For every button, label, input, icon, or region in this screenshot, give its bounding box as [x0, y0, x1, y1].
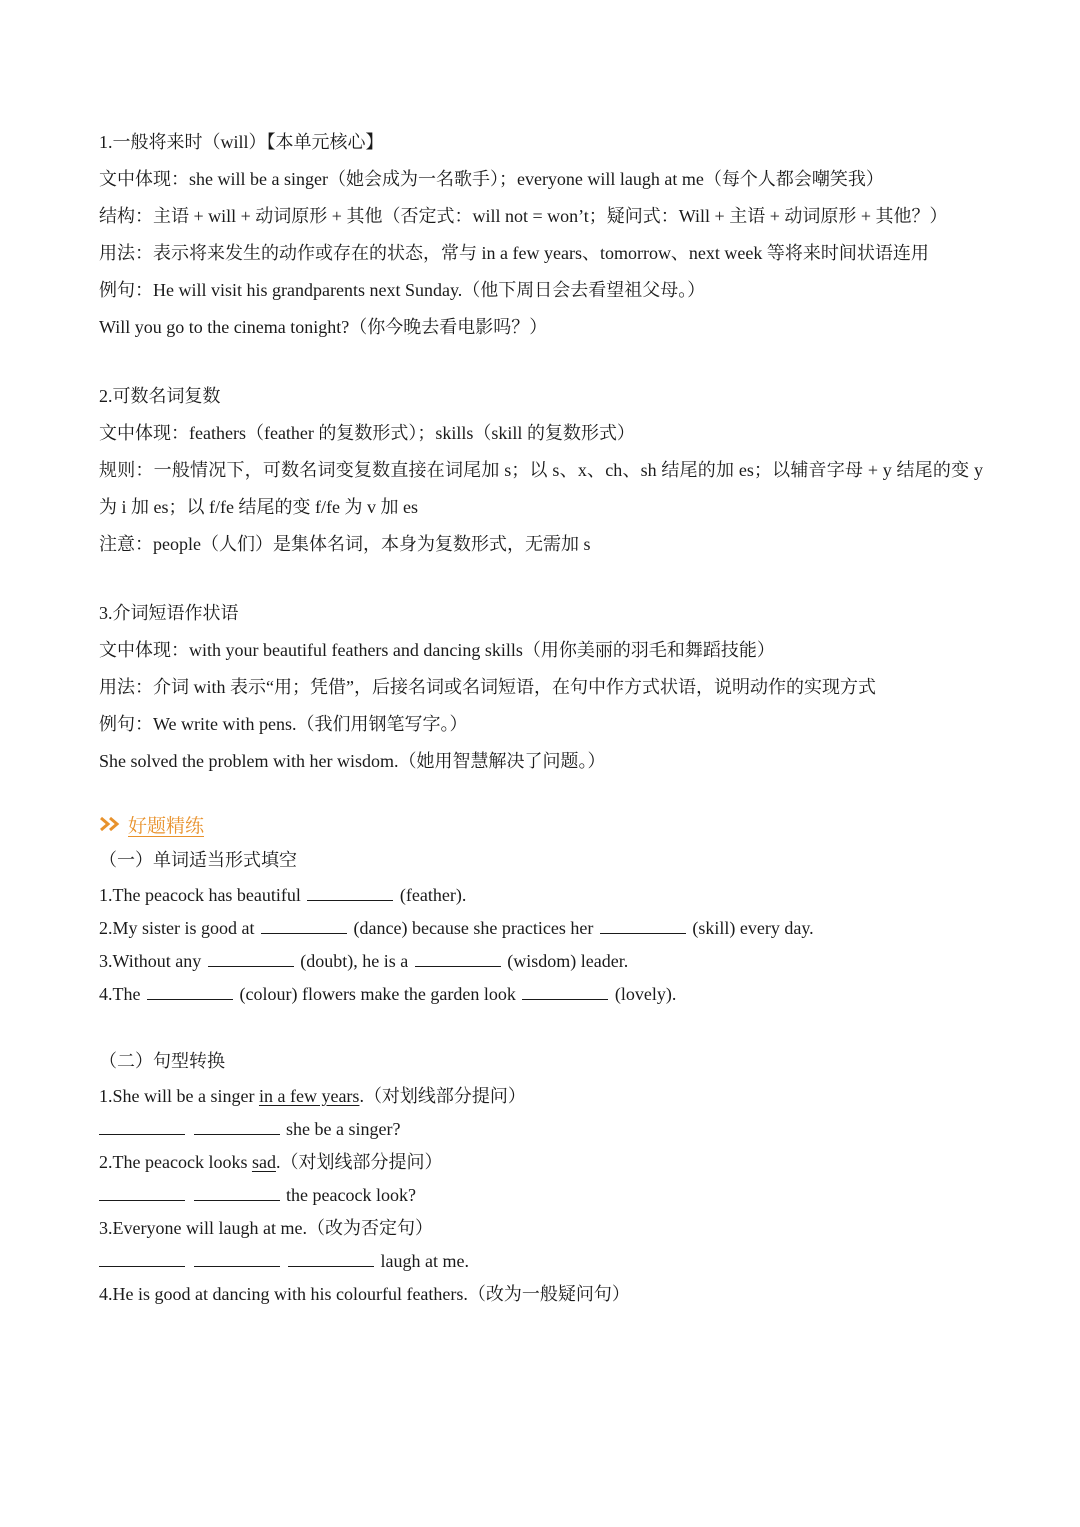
grammar-heading-2: 2.可数名词复数 — [99, 386, 221, 406]
answer-blank[interactable] — [99, 1182, 185, 1201]
answer-blank[interactable] — [147, 981, 233, 1000]
part2-question-1 — [99, 1080, 983, 1113]
grammar-1-example-1: 例句：He will visit his grandparents next Sunday.（他下周日会去看望祖父母。） — [99, 280, 706, 300]
part2-question-3: 3.Everyone will laugh at me.（改为否定句） — [99, 1218, 433, 1238]
q2-text-b: (dance) because she practices her — [353, 918, 594, 938]
q3-text-a: 3.Without any — [99, 951, 202, 971]
answer-blank[interactable] — [99, 1248, 185, 1267]
part2-answer-3 — [99, 1245, 983, 1278]
q3-text-b: (doubt), he is a — [300, 951, 409, 971]
q4-text-a: 4.The — [99, 984, 141, 1004]
grammar-heading-3: 3.介词短语作状语 — [99, 603, 239, 623]
p2q1-post: .（对划线部分提问） — [359, 1086, 526, 1106]
grammar-1-example-in-text: 文中体现：she will be a singer（她会成为一名歌手）；everyone will laugh at me（每个人都会嘲笑我） — [99, 169, 884, 189]
grammar-3-example-1: 例句：We write with pens.（我们用钢笔写字。） — [99, 714, 468, 734]
double-chevron-right-icon — [99, 816, 121, 832]
answer-blank[interactable] — [208, 948, 294, 967]
grammar-1-usage: 用法：表示将来发生的动作或存在的状态，常与 in a few years、tomorrow、next week 等将来时间状语连用 — [99, 243, 929, 263]
q1-text-b: (feather). — [399, 885, 467, 905]
grammar-3-example-2: She solved the problem with her wisdom.（她用智慧解决了问题。） — [99, 751, 606, 771]
grammar-heading-1: 1.一般将来时（will）【本单元核心】 — [99, 132, 384, 152]
answer-blank[interactable] — [522, 981, 608, 1000]
p2q3-answer-tail: laugh at me. — [380, 1251, 469, 1271]
part2-question-4: 4.He is good at dancing with his colourful feathers.（改为一般疑问句） — [99, 1284, 630, 1304]
q2-text-c: (skill) every day. — [692, 918, 814, 938]
answer-blank[interactable] — [194, 1248, 280, 1267]
part2-answer-2 — [99, 1179, 983, 1212]
grammar-3-example-in-text: 文中体现：with your beautiful feathers and dancing skills（用你美丽的羽毛和舞蹈技能） — [99, 640, 775, 660]
grammar-2-note: 注意：people（人们）是集体名词，本身为复数形式，无需加 s — [99, 534, 591, 554]
answer-blank[interactable] — [288, 1248, 374, 1267]
answer-blank[interactable] — [99, 1116, 185, 1135]
p2q1-answer-tail: she be a singer? — [286, 1119, 401, 1139]
answer-blank[interactable] — [194, 1116, 280, 1135]
part1-title: （一）单词适当形式填空 — [99, 850, 297, 870]
q1-text-a: 1.The peacock has beautiful — [99, 885, 301, 905]
p2q1-pre: 1.She will be a singer — [99, 1086, 259, 1106]
p2q2-pre: 2.The peacock looks — [99, 1152, 252, 1172]
part2-title: （二）句型转换 — [99, 1051, 225, 1071]
p2q2-post: .（对划线部分提问） — [275, 1152, 443, 1172]
part1-question-1 — [99, 879, 983, 912]
practice-section-title: 好题精练 — [128, 814, 205, 837]
part1-question-2 — [99, 912, 983, 945]
answer-blank[interactable] — [307, 882, 393, 901]
document-page — [99, 124, 983, 1311]
grammar-1-example-2: Will you go to the cinema tonight?（你今晚去看电影吗？） — [99, 317, 548, 337]
part2-question-2 — [99, 1146, 983, 1179]
q2-text-a: 2.My sister is good at — [99, 918, 255, 938]
p2q1-underlined: in a few years — [258, 1086, 360, 1106]
part1-question-4 — [99, 978, 983, 1011]
p2q2-underlined: sad — [251, 1152, 276, 1172]
practice-section-header — [99, 806, 983, 842]
grammar-2-example-in-text: 文中体现：feathers（feather 的复数形式）；skills（skill 的复数形式） — [99, 423, 635, 443]
q4-text-c: (lovely). — [614, 984, 677, 1004]
part2-answer-1 — [99, 1113, 983, 1146]
q4-text-b: (colour) flowers make the garden look — [239, 984, 516, 1004]
grammar-2-rule: 规则：一般情况下，可数名词变复数直接在词尾加 s；以 s、x、ch、sh 结尾的加 es；以辅音字母 + y 结尾的变 y 为 i 加 es；以 f/fe 结尾的变 f/fe 为 v 加 es — [99, 460, 983, 517]
part1-question-3 — [99, 945, 983, 978]
p2q2-answer-tail: the peacock look? — [286, 1185, 416, 1205]
q3-text-c: (wisdom) leader. — [507, 951, 629, 971]
answer-blank[interactable] — [261, 915, 347, 934]
grammar-3-usage: 用法：介词 with 表示“用；凭借”，后接名词或名词短语，在句中作方式状语，说明动作的实现方式 — [99, 677, 876, 697]
grammar-1-structure: 结构：主语 + will + 动词原形 + 其他（否定式：will not = won’t；疑问式：Will + 主语 + 动词原形 + 其他？） — [99, 206, 948, 226]
answer-blank[interactable] — [194, 1182, 280, 1201]
answer-blank[interactable] — [415, 948, 501, 967]
answer-blank[interactable] — [600, 915, 686, 934]
